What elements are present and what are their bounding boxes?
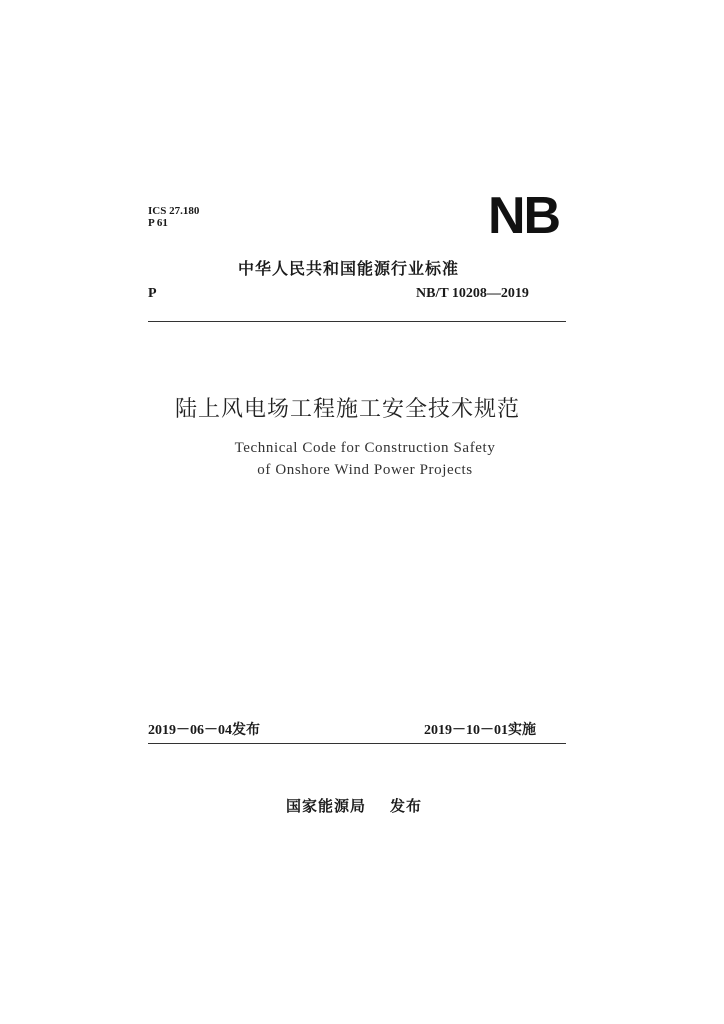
issue-date-value: 2019－06－04 [148, 723, 232, 738]
ics-code-block [148, 205, 199, 229]
ics-code: ICS 27.180 [148, 205, 200, 217]
top-divider [148, 321, 566, 322]
industry-standard-line: 中华人民共和国能源行业标准 [238, 259, 460, 278]
implementation-date-label: 实施 [508, 722, 536, 738]
title-english [190, 437, 540, 481]
title-chinese: 陆上风电场工程施工安全技术规范 [175, 397, 521, 422]
classification-mark: P [148, 286, 157, 301]
issue-date [148, 719, 260, 739]
standard-number: NB/T 10208—2019 [416, 286, 529, 301]
implementation-date [424, 719, 536, 739]
publisher [286, 795, 422, 816]
title-english-line2: of Onshore Wind Power Projects [257, 462, 473, 478]
ccs-code: P 61 [148, 217, 168, 229]
nb-logo: NB [488, 187, 560, 245]
issue-date-label: 发布 [232, 722, 260, 738]
publisher-action: 发布 [390, 797, 423, 815]
publisher-name: 国家能源局 [286, 797, 367, 815]
bottom-divider [148, 743, 566, 744]
title-english-line1: Technical Code for Construction Safety [234, 440, 496, 456]
implementation-date-value: 2019－10－01 [424, 723, 508, 738]
